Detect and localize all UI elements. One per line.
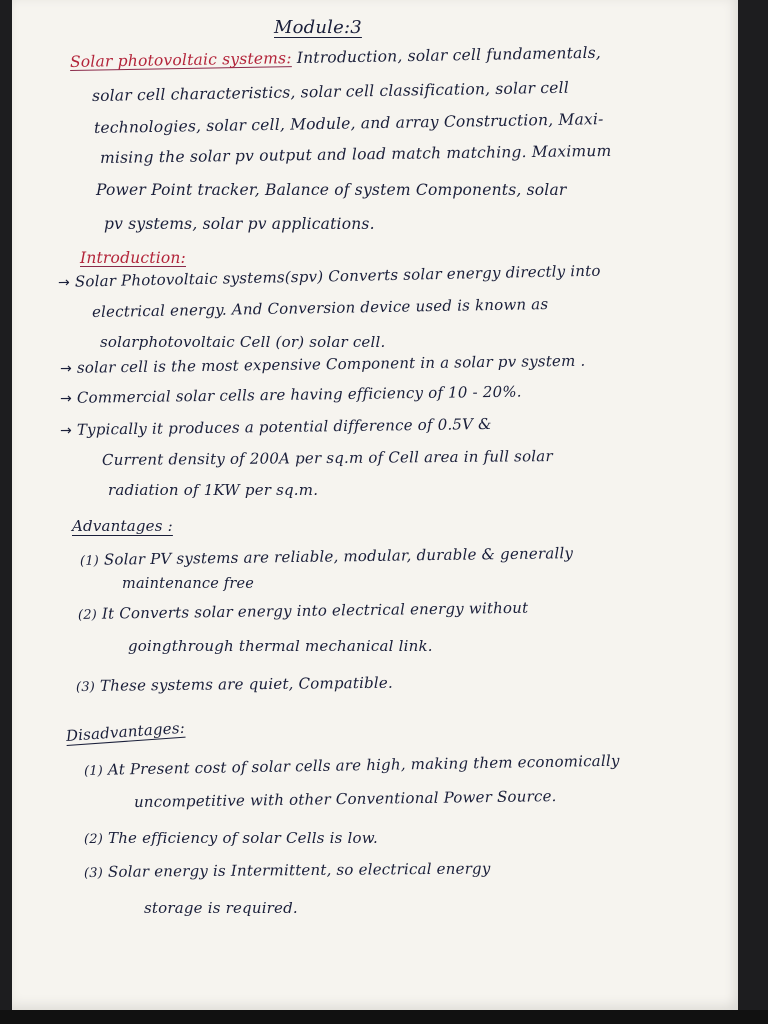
disadvantage-item [84, 751, 620, 782]
intro-line: Power Point tracker, Balance of system Components, solar [96, 181, 567, 199]
intro-point-text: Commercial solar cells are having efficiency of 10 - 20%. [76, 382, 522, 407]
intro-point [60, 351, 586, 379]
arrow-bullet-icon: → [59, 390, 73, 407]
intro-point [60, 382, 522, 409]
item-number: (3) [75, 679, 96, 695]
advantages-heading: Advantages : [72, 517, 173, 535]
item-number: (2) [84, 832, 104, 847]
topic-rest: Introduction, solar cell fundamentals, [291, 43, 602, 68]
item-number: (2) [77, 607, 98, 623]
advantage-text: It Converts solar energy into electrical energy without [101, 598, 529, 623]
disadvantage-continuation: uncompetitive with other Conventional Power Source. [133, 787, 557, 811]
disadvantages-heading: Disadvantages: [65, 718, 186, 745]
advantage-text: These systems are quiet, Compatible. [99, 673, 394, 695]
topic-label: Solar photovoltaic systems: [69, 49, 292, 71]
intro-line: pv systems, solar pv applications. [104, 215, 375, 233]
intro-point-continuation: solarphotovoltaic Cell (or) solar cell. [100, 333, 386, 351]
arrow-bullet-icon: → [59, 360, 73, 377]
page-bottom-shadow [0, 1010, 768, 1024]
introduction-heading: Introduction: [80, 249, 186, 267]
item-number: (3) [83, 865, 104, 881]
advantage-continuation: maintenance free [122, 576, 255, 592]
arrow-bullet-icon: → [57, 274, 71, 291]
intro-line: mising the solar pv output and load match matching. Maximum [99, 141, 612, 167]
disadvantage-text: At Present cost of solar cells are high, making them economically [107, 751, 620, 779]
advantage-item [80, 543, 573, 572]
disadvantage-item [84, 828, 378, 850]
intro-first-line [70, 43, 601, 72]
item-number: (1) [83, 763, 104, 779]
advantage-continuation: goingthrough thermal mechanical link. [128, 637, 433, 655]
disadvantage-item [84, 858, 491, 884]
intro-point-continuation: radiation of 1KW per sq.m. [108, 481, 319, 499]
advantage-item [78, 598, 529, 626]
disadvantage-text: Solar energy is Intermittent, so electrical energy [107, 859, 491, 881]
notebook-page [12, 0, 738, 1010]
disadvantage-continuation: storage is required. [144, 899, 298, 917]
intro-point-continuation: electrical energy. And Conversion device used is known as [91, 295, 549, 321]
page-title: Module:3 [274, 17, 362, 38]
intro-point-continuation: Current density of 200A per sq.m of Cell area in full solar [101, 447, 553, 469]
intro-line: technologies, solar cell, Module, and array Construction, Maxi- [93, 110, 604, 137]
intro-point-text: solar cell is the most expensive Component in a solar pv system . [76, 351, 586, 377]
advantage-text: Solar PV systems are reliable, modular, durable & generally [103, 544, 574, 569]
intro-line: solar cell characteristics, solar cell classification, solar cell [91, 78, 570, 105]
disadvantage-text: The efficiency of solar Cells is low. [107, 829, 378, 847]
intro-point-text: Typically it produces a potential difference of 0.5V & [76, 414, 492, 439]
intro-point-text: Solar Photovoltaic systems(spv) Converts solar energy directly into [74, 261, 601, 291]
advantage-item [76, 673, 393, 698]
intro-point [60, 414, 492, 441]
item-number: (1) [79, 553, 100, 569]
arrow-bullet-icon: → [59, 422, 73, 439]
